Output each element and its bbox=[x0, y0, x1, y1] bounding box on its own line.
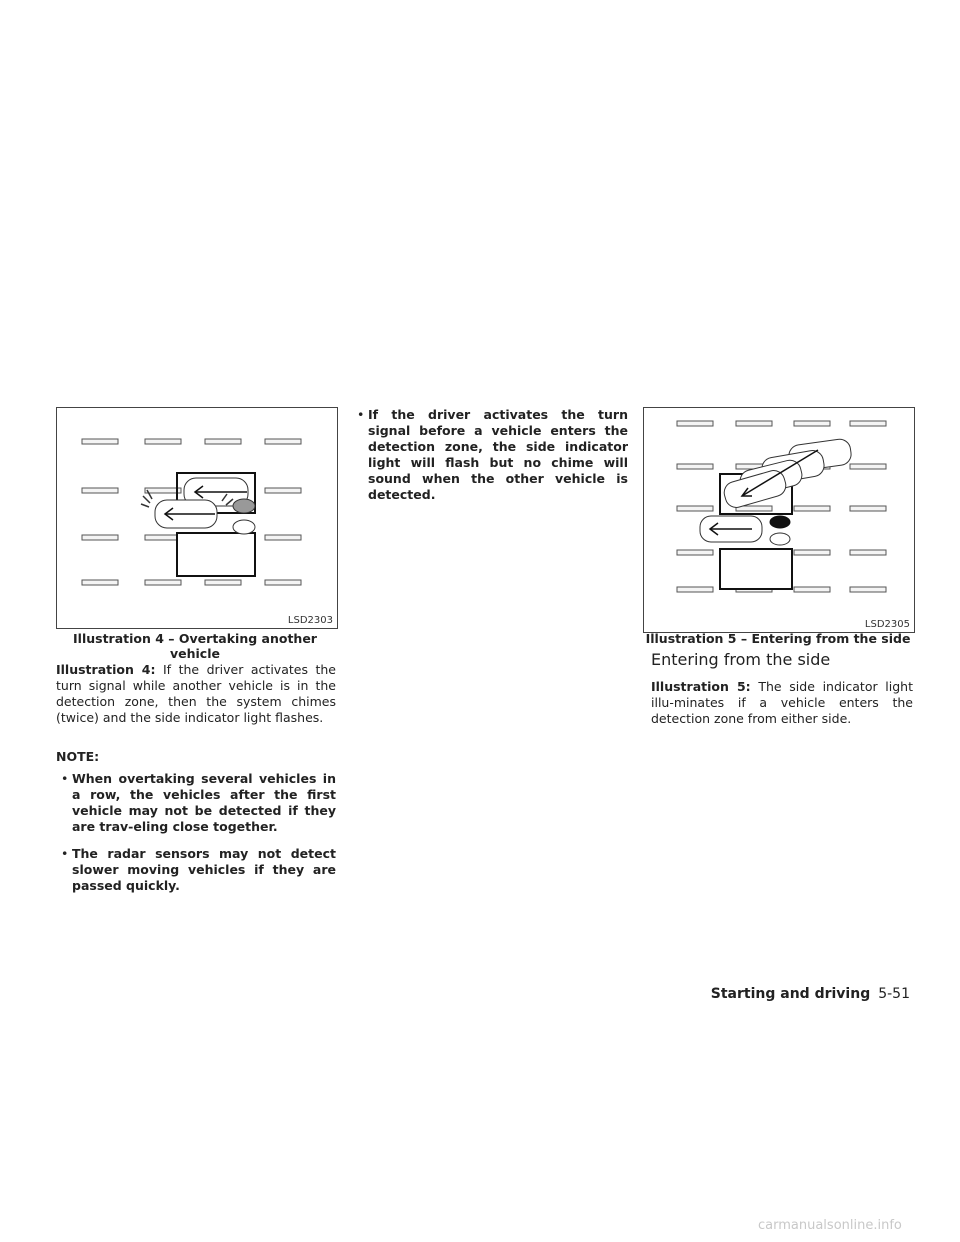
illustration-5-diagram bbox=[644, 408, 914, 628]
note-item-text: When overtaking several vehicles in a row, the vehicles after the first vehicle may not be detected if they are trav-eling close together. bbox=[72, 771, 336, 834]
paragraph-lead: Illustration 5: bbox=[651, 679, 751, 694]
illustration-4-diagram bbox=[57, 408, 337, 628]
illustration-4-caption: Illustration 4 – Overtaking another vehicle bbox=[73, 631, 317, 661]
section-name: Starting and driving bbox=[710, 986, 871, 1002]
right-column bbox=[651, 650, 913, 727]
note-item-text: The radar sensors may not detect slower moving vehicles if they are passed quickly. bbox=[72, 846, 336, 893]
page-footer bbox=[711, 986, 910, 1002]
illustration-5-figure bbox=[643, 407, 915, 633]
bullet-glyph: • bbox=[357, 407, 365, 422]
left-column bbox=[56, 662, 336, 894]
bullet-glyph: • bbox=[61, 771, 69, 786]
section-heading: Entering from the side bbox=[651, 650, 831, 669]
figure-code: LSD2305 bbox=[864, 619, 910, 630]
note-item bbox=[56, 846, 336, 894]
paragraph-text: If the driver activates the turn signal while another vehicle is in the detection zone, then the system chimes (twice) and the side indicator light flashes. bbox=[56, 662, 336, 725]
watermark-text: carmanualsonline.info bbox=[758, 1218, 902, 1233]
illustration-4-figure bbox=[56, 407, 338, 629]
illustration-5-caption: Illustration 5 – Entering from the side bbox=[645, 631, 911, 646]
illustration-5-paragraph bbox=[651, 679, 913, 727]
middle-list bbox=[352, 407, 628, 503]
middle-item bbox=[352, 407, 628, 503]
bullet-glyph: • bbox=[61, 846, 69, 861]
middle-column bbox=[352, 407, 628, 503]
illustration-4-paragraph bbox=[56, 662, 336, 726]
paragraph-lead: Illustration 4: bbox=[56, 662, 156, 677]
note-list bbox=[56, 771, 336, 894]
figure-code: LSD2303 bbox=[287, 615, 333, 626]
middle-item-text: If the driver activates the turn signal before a vehicle enters the detection zone, the side indicator light will flash but no chime will sound when the other vehicle is detected. bbox=[368, 407, 628, 502]
paragraph-text: The side indicator light illu-minates if a vehicle enters the detection zone from either side. bbox=[651, 679, 913, 726]
note-item bbox=[56, 771, 336, 835]
note-title: NOTE: bbox=[56, 749, 100, 764]
page-number: 5-51 bbox=[878, 986, 910, 1002]
